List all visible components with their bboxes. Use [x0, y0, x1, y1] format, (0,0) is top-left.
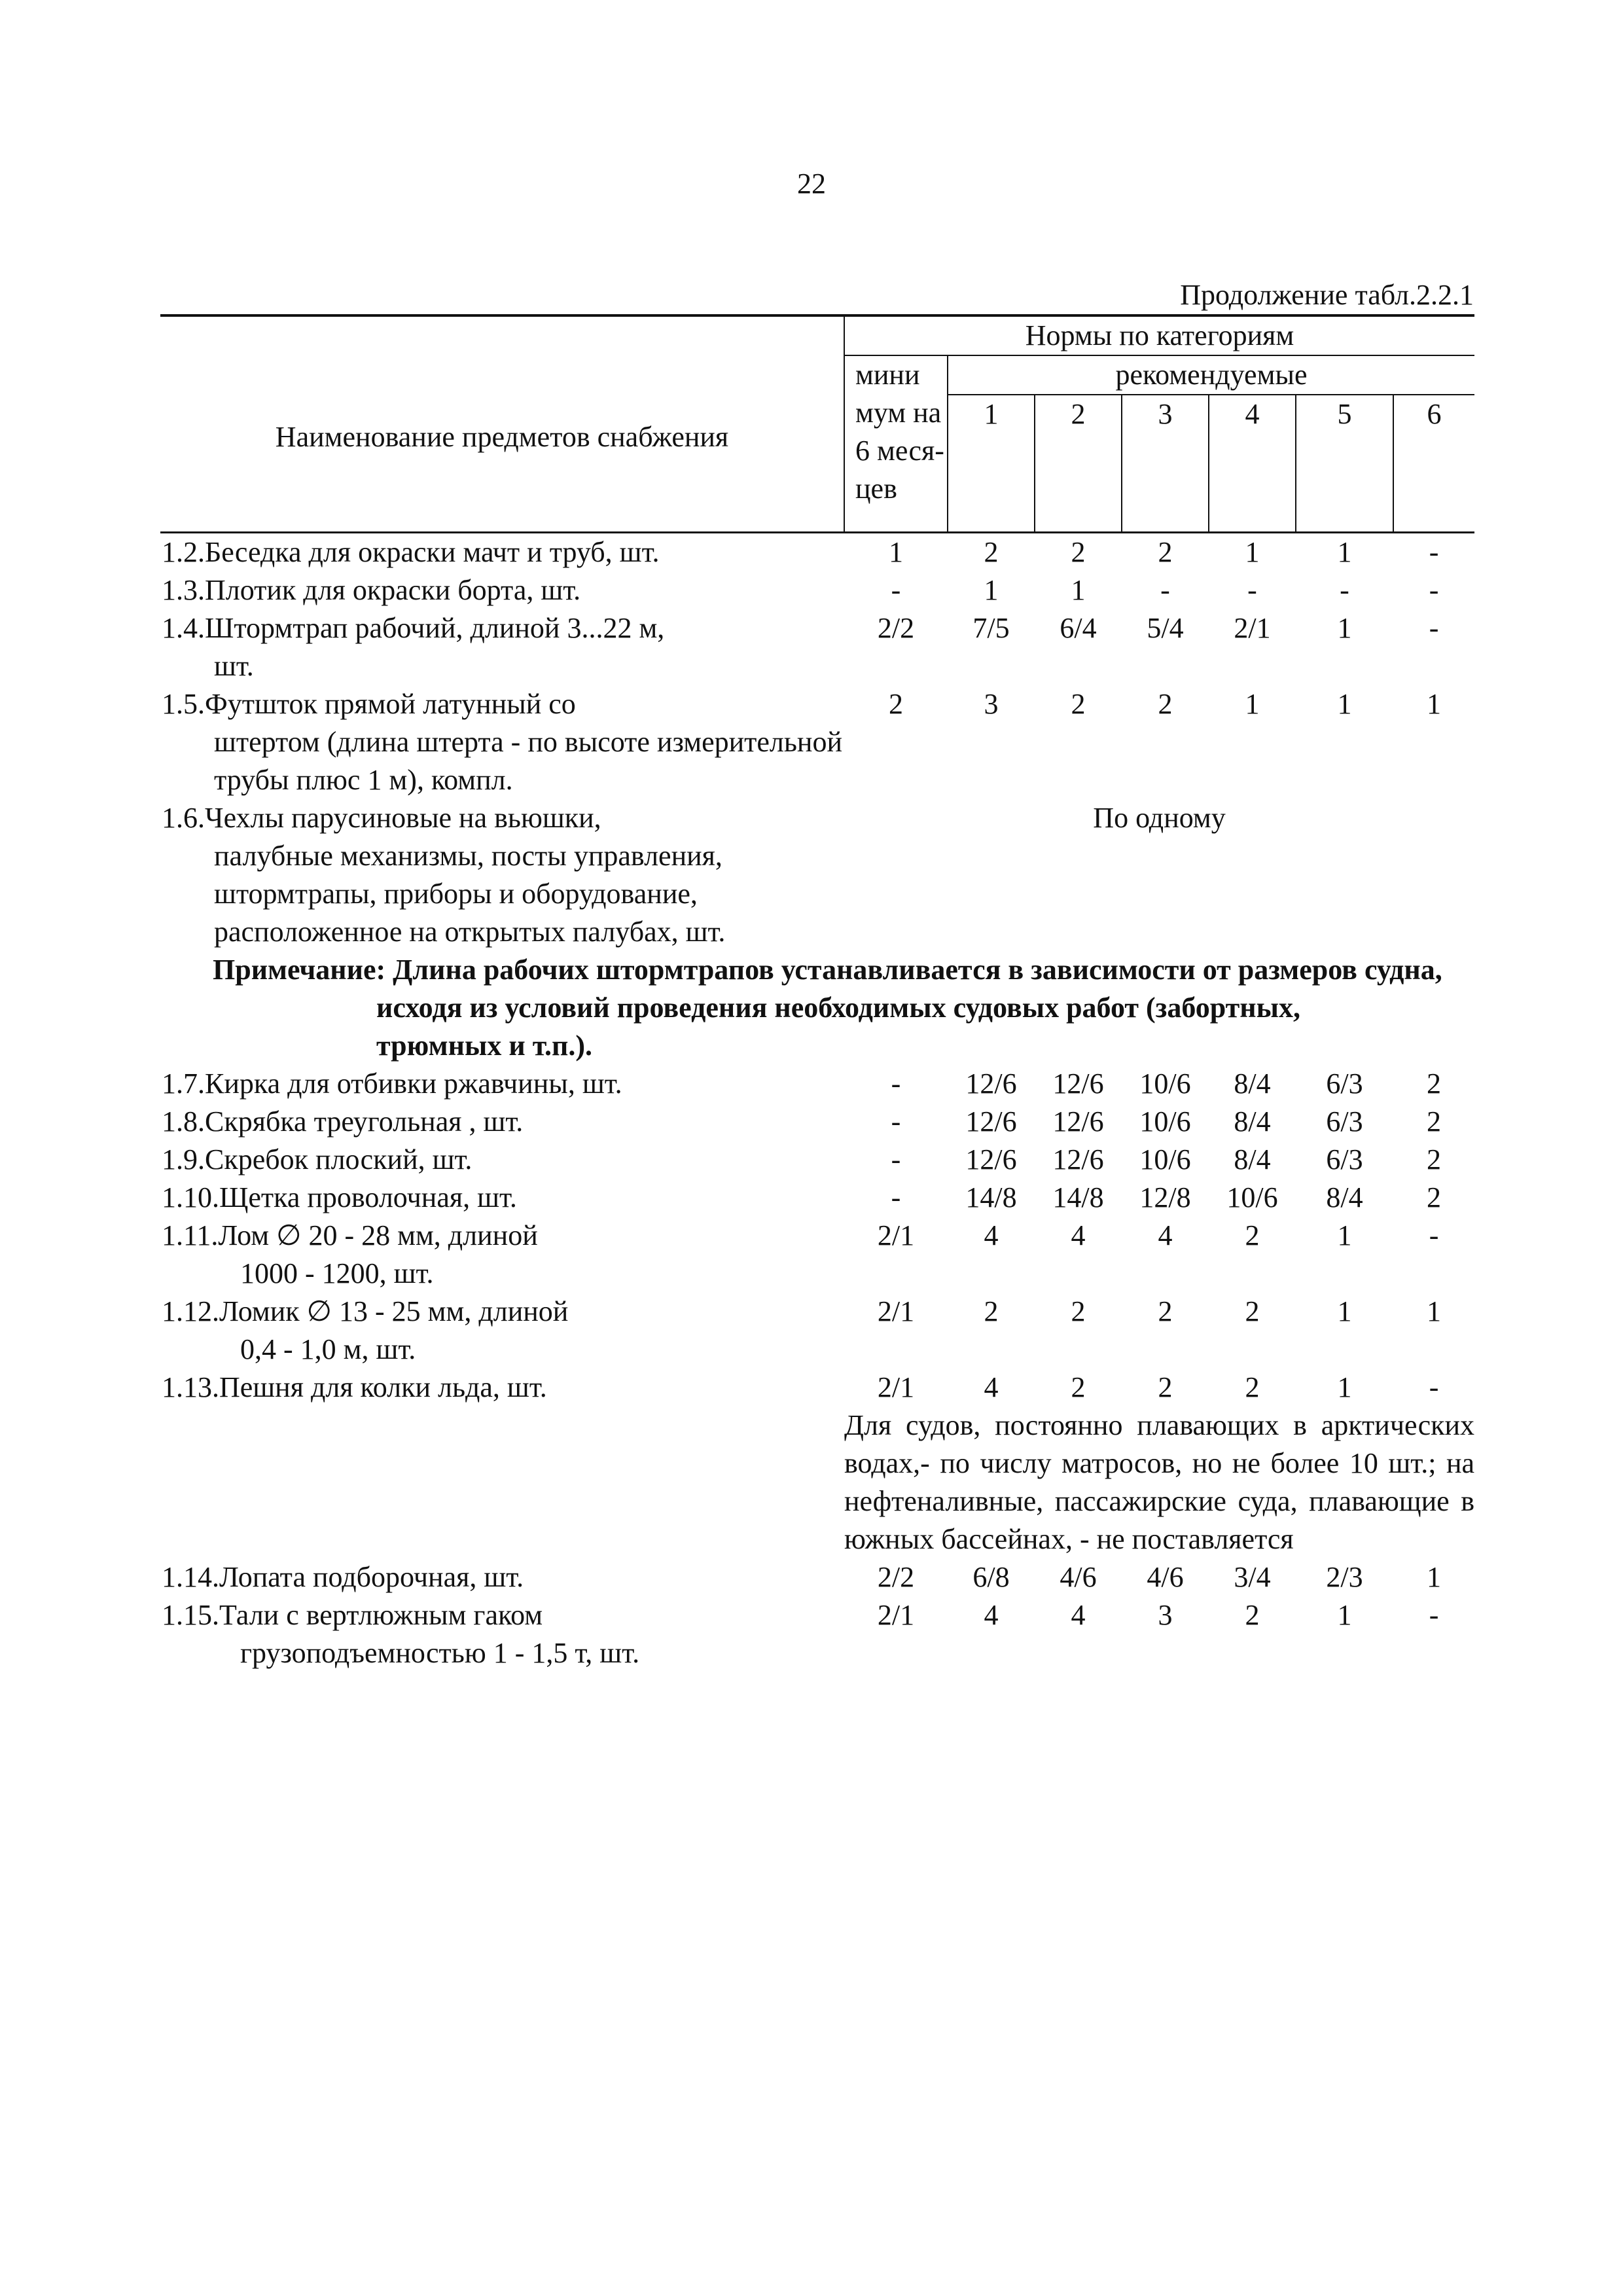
category-3-value: 2 — [1158, 1371, 1173, 1403]
item-name-continuation: шт. — [214, 649, 254, 682]
category-3-value: 10/6 — [1139, 1067, 1191, 1100]
category-4-value: - — [1247, 573, 1257, 606]
item-name — [160, 1369, 844, 1407]
table-row — [160, 1103, 1474, 1141]
category-2-value: 2 — [1071, 1371, 1086, 1403]
category-6-value: 1 — [1427, 1560, 1442, 1593]
table-row — [160, 1369, 1474, 1407]
item-name-line: 1.12.Ломик ∅ 13 - 25 мм, длиной — [162, 1295, 569, 1327]
header-category-4: 4 — [1209, 395, 1296, 532]
table-row — [160, 1558, 1474, 1596]
category-4-value: 8/4 — [1234, 1143, 1271, 1175]
minimum-value: 2/2 — [877, 1560, 915, 1593]
category-1-value: 2 — [984, 1295, 999, 1327]
category-5-value: 8/4 — [1326, 1181, 1363, 1213]
category-2-value: 1 — [1071, 573, 1086, 606]
category-5-value: 6/3 — [1326, 1067, 1363, 1100]
item-name — [160, 1217, 844, 1293]
table-row — [160, 1141, 1474, 1179]
category-5-value: 1 — [1337, 1598, 1352, 1631]
minimum-value: 2 — [889, 687, 903, 720]
category-5-value: 6/3 — [1326, 1105, 1363, 1138]
header-category-5: 5 — [1296, 395, 1393, 532]
minimum-value: 2/1 — [877, 1371, 915, 1403]
item-name — [160, 609, 844, 685]
item-name-line: 1.3.Плотик для окраски борта, шт. — [162, 573, 581, 606]
category-1-value: 6/8 — [972, 1560, 1010, 1593]
header-norms: Нормы по категориям — [844, 315, 1474, 355]
category-4-value: 2 — [1245, 1295, 1260, 1327]
category-6-value: 2 — [1427, 1105, 1442, 1138]
category-5-value: - — [1340, 573, 1349, 606]
minimum-value: 1 — [889, 535, 903, 568]
table-note — [160, 951, 1474, 1065]
note-text-line-2: исходя из условий проведения необходимых судовых работ (забортных, — [376, 991, 1300, 1024]
category-3-value: 3 — [1158, 1598, 1173, 1631]
category-4-value: 1 — [1245, 687, 1260, 720]
item-name-continuation: штертом (длина штерта - по высоте измерительной трубы плюс 1 м), компл. — [214, 725, 843, 796]
category-5-value: 6/3 — [1326, 1143, 1363, 1175]
category-4-value: 2/1 — [1234, 611, 1271, 644]
category-6-value: 2 — [1427, 1143, 1442, 1175]
category-5-value: 1 — [1337, 611, 1352, 644]
minimum-value: - — [891, 573, 901, 606]
category-3-value: 10/6 — [1139, 1143, 1191, 1175]
item-name — [160, 1596, 844, 1672]
category-1-value: 14/8 — [965, 1181, 1017, 1213]
item-name — [160, 1293, 844, 1369]
category-4-value: 2 — [1245, 1371, 1260, 1403]
category-2-value: 4 — [1071, 1598, 1086, 1631]
minimum-value: - — [891, 1143, 901, 1175]
category-1-value: 12/6 — [965, 1067, 1017, 1100]
item-name-continuation: грузоподъемностью 1 - 1,5 т, шт. — [240, 1636, 640, 1669]
item-name-continuation: 1000 - 1200, шт. — [240, 1257, 434, 1289]
item-name-line: 1.6.Чехлы парусиновые на вьюшки, — [162, 801, 601, 834]
category-3-value: - — [1160, 573, 1170, 606]
table-row — [160, 799, 1474, 951]
category-1-value: 4 — [984, 1371, 999, 1403]
category-5-value: 1 — [1337, 687, 1352, 720]
category-6-value: - — [1429, 573, 1439, 606]
item-name-line: 1.8.Скрябка треугольная , шт. — [162, 1105, 524, 1138]
minimum-value: 2/2 — [877, 611, 915, 644]
category-2-value: 4/6 — [1060, 1560, 1097, 1593]
category-3-value: 4/6 — [1147, 1560, 1184, 1593]
category-1-value: 12/6 — [965, 1143, 1017, 1175]
category-4-value: 2 — [1245, 1219, 1260, 1251]
category-1-value: 1 — [984, 573, 999, 606]
note-text-line-1: Длина рабочих штормтрапов устанавливается в зависимости от размеров судна, — [393, 953, 1442, 986]
table-row — [160, 1179, 1474, 1217]
category-3-value: 10/6 — [1139, 1105, 1191, 1138]
item-name — [160, 532, 844, 571]
category-6-value: 1 — [1427, 687, 1442, 720]
category-2-value: 12/6 — [1052, 1143, 1104, 1175]
header-category-2: 2 — [1035, 395, 1122, 532]
category-5-value: 1 — [1337, 535, 1352, 568]
table-row — [160, 1065, 1474, 1103]
item-name — [160, 1179, 844, 1217]
table-row — [160, 1293, 1474, 1369]
category-1-value: 7/5 — [972, 611, 1010, 644]
header-category-1: 1 — [948, 395, 1035, 532]
category-2-value: 12/6 — [1052, 1067, 1104, 1100]
item-name-line: 1.15.Тали с вертлюжным гаком — [162, 1598, 543, 1631]
item-name — [160, 685, 844, 799]
header-minimum: мини мум на 6 меся- цев — [844, 355, 948, 532]
category-2-value: 12/6 — [1052, 1105, 1104, 1138]
table-row — [160, 1217, 1474, 1293]
item-name — [160, 799, 844, 951]
item-name — [160, 571, 844, 609]
category-5-value: 1 — [1337, 1371, 1352, 1403]
item-name-line: 1.9.Скребок плоский, шт. — [162, 1143, 473, 1175]
category-4-value: 10/6 — [1226, 1181, 1278, 1213]
minimum-value: - — [891, 1105, 901, 1138]
category-5-value: 1 — [1337, 1219, 1352, 1251]
item-name-line: 1.2.Беседка для окраски мачт и труб, шт. — [162, 535, 660, 568]
category-6-value: - — [1429, 611, 1439, 644]
category-1-value: 12/6 — [965, 1105, 1017, 1138]
category-3-value: 2 — [1158, 1295, 1173, 1327]
table-note-row — [160, 1407, 1474, 1558]
item-name — [160, 1141, 844, 1179]
table-row — [160, 609, 1474, 685]
category-2-value: 6/4 — [1060, 611, 1097, 644]
category-4-value: 8/4 — [1234, 1105, 1271, 1138]
category-3-value: 4 — [1158, 1219, 1173, 1251]
category-6-value: - — [1429, 535, 1439, 568]
item-name-line: 1.13.Пешня для колки льда, шт. — [162, 1371, 547, 1403]
item-name — [160, 1065, 844, 1103]
category-3-value: 5/4 — [1147, 611, 1184, 644]
item-name-continuation: палубные механизмы, посты управления, штормтрапы, приборы и оборудование, расположенное на открытых палубах, шт. — [214, 839, 726, 948]
category-1-value: 4 — [984, 1219, 999, 1251]
item-name-line: 1.5.Футшток прямой латунный со — [162, 687, 576, 720]
item-name — [160, 1558, 844, 1596]
item-name — [160, 1103, 844, 1141]
category-6-value: - — [1429, 1598, 1439, 1631]
category-2-value: 14/8 — [1052, 1181, 1104, 1213]
category-2-value: 2 — [1071, 535, 1086, 568]
value-one-each: По одному — [1093, 801, 1226, 834]
note-1-13: Для судов, постоянно плавающих в арктических водах,- по числу матросов, но не более 10 шт.; на нефтеналивные, пассажирские суда, плавающие в южных бассейнах, - не поставляется — [844, 1408, 1475, 1555]
category-3-value: 2 — [1158, 687, 1173, 720]
category-4-value: 1 — [1245, 535, 1260, 568]
table-row — [160, 685, 1474, 799]
category-6-value: 1 — [1427, 1295, 1442, 1327]
item-name-line: 1.11.Лом ∅ 20 - 28 мм, длиной — [162, 1219, 538, 1251]
category-1-value: 3 — [984, 687, 999, 720]
category-6-value: - — [1429, 1219, 1439, 1251]
minimum-value: 2/1 — [877, 1598, 915, 1631]
category-3-value: 12/8 — [1139, 1181, 1191, 1213]
category-2-value: 2 — [1071, 1295, 1086, 1327]
note-text-line-3: трюмных и т.п.). — [376, 1029, 592, 1062]
category-1-value: 2 — [984, 535, 999, 568]
category-6-value: 2 — [1427, 1067, 1442, 1100]
category-4-value: 2 — [1245, 1598, 1260, 1631]
category-2-value: 4 — [1071, 1219, 1086, 1251]
category-1-value: 4 — [984, 1598, 999, 1631]
minimum-value: - — [891, 1067, 901, 1100]
item-name-continuation: 0,4 - 1,0 м, шт. — [240, 1333, 416, 1365]
table-row — [160, 571, 1474, 609]
note-label: Примечание: — [213, 953, 386, 986]
item-name-line: 1.7.Кирка для отбивки ржавчины, шт. — [162, 1067, 622, 1100]
minimum-value: - — [891, 1181, 901, 1213]
category-5-value: 1 — [1337, 1295, 1352, 1327]
table-row — [160, 1596, 1474, 1672]
category-6-value: - — [1429, 1371, 1439, 1403]
header-item-name: Наименование предметов снабжения — [160, 315, 844, 532]
category-5-value: 2/3 — [1326, 1560, 1363, 1593]
category-6-value: 2 — [1427, 1181, 1442, 1213]
header-recommended: рекомендуемые — [948, 355, 1474, 395]
item-name-line: 1.10.Щетка проволочная, шт. — [162, 1181, 517, 1213]
minimum-value: 2/1 — [877, 1295, 915, 1327]
supply-norms-table — [160, 314, 1474, 1672]
table-continuation-label: Продолжение табл.2.2.1 — [1180, 279, 1474, 311]
category-2-value: 2 — [1071, 687, 1086, 720]
header-category-3: 3 — [1122, 395, 1209, 532]
category-3-value: 2 — [1158, 535, 1173, 568]
category-4-value: 8/4 — [1234, 1067, 1271, 1100]
page-number: 22 — [797, 168, 826, 200]
category-4-value: 3/4 — [1234, 1560, 1271, 1593]
table-row — [160, 532, 1474, 571]
item-name-line: 1.4.Штормтрап рабочий, длиной 3...22 м, — [162, 611, 665, 644]
minimum-value: 2/1 — [877, 1219, 915, 1251]
item-name-line: 1.14.Лопата подборочная, шт. — [162, 1560, 524, 1593]
header-category-6: 6 — [1393, 395, 1474, 532]
